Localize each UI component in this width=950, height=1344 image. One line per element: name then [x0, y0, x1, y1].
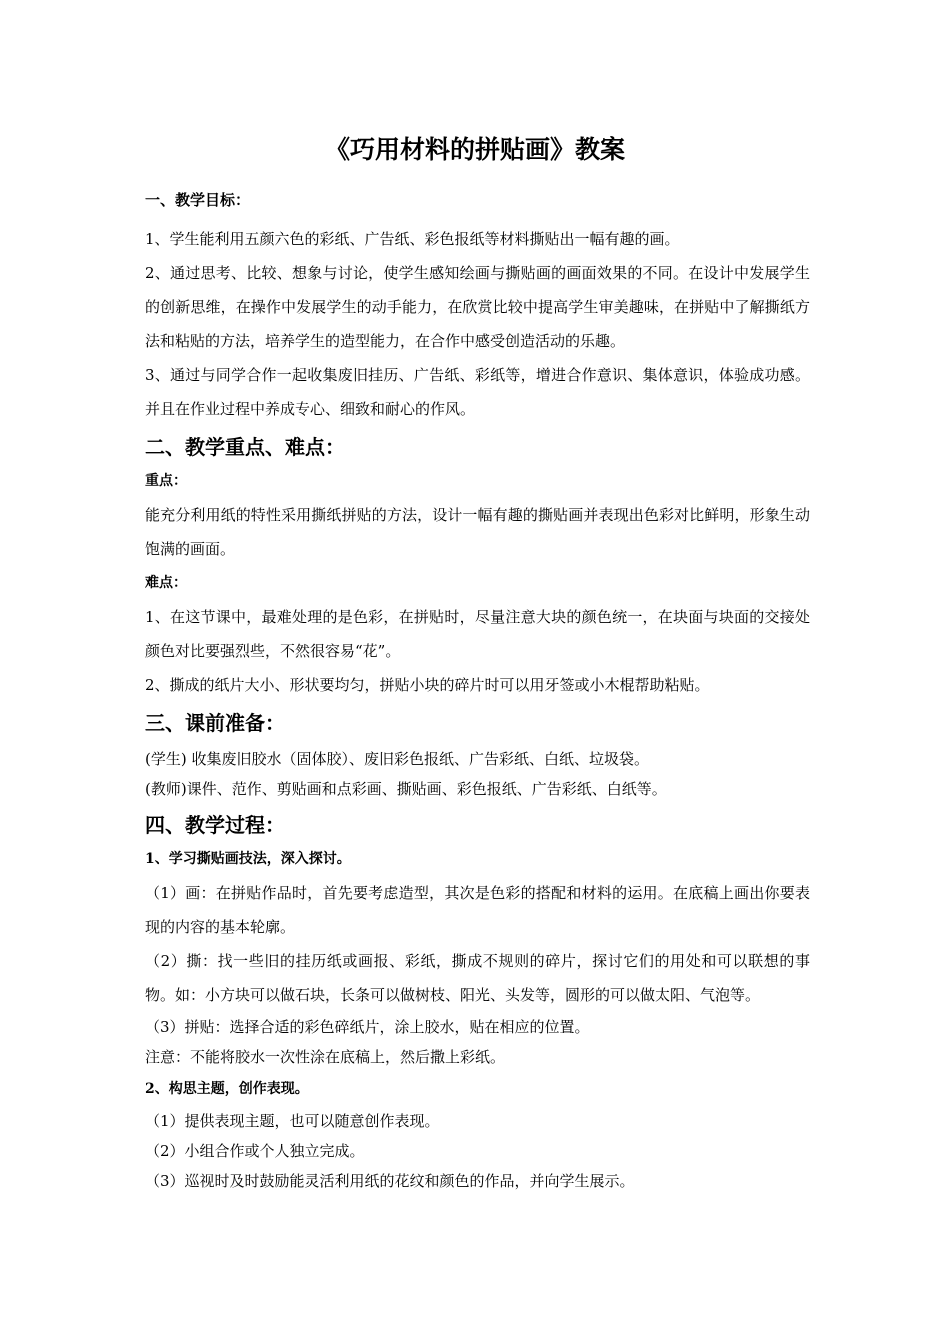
objective-3: 3、通过与同学合作一起收集废旧挂历、广告纸、彩纸等，增进合作意识、集体意识，体验成功感。并且在作业过程中养成专心、细致和耐心的作风。 [145, 366, 810, 418]
key-point-text: 能充分利用纸的特性采用撕纸拼贴的方法，设计一幅有趣的撕贴画并表现出色彩对比鲜明，形象生动饱满的画面。 [145, 506, 810, 558]
section-teaching-process-heading: 四、教学过程： [145, 813, 285, 837]
document-body [145, 188, 810, 1196]
preparation-teacher: (教师)课件、范作、剪贴画和点彩画、撕贴画、彩色报纸、广告彩纸、白纸等。 [145, 780, 667, 798]
process-part-2-step-2: （2）小组合作或个人独立完成。 [145, 1142, 365, 1160]
document-title: 《巧用材料的拼贴画》教案 [324, 135, 625, 164]
process-part-1-step-3: （3）拼贴：选择合适的彩色碎纸片，涂上胶水，贴在相应的位置。 [145, 1018, 590, 1036]
difficult-point-2: 2、撕成的纸片大小、形状要均匀，拼贴小块的碎片时可以用牙签或小木棍帮助粘贴。 [145, 676, 710, 694]
difficult-point-label: 难点： [145, 575, 187, 591]
process-part-2-label: 2、构思主题，创作表现。 [145, 1081, 309, 1097]
section-teaching-objectives-heading: 一、教学目标： [145, 191, 251, 209]
objective-1: 1、学生能利用五颜六色的彩纸、广告纸、彩色报纸等材料撕贴出一幅有趣的画。 [145, 230, 680, 248]
process-part-1-step-1: （1）画：在拼贴作品时，首先要考虑造型，其次是色彩的搭配和材料的运用。在底稿上画出你要表现的内容的基本轮廓。 [145, 884, 810, 936]
section-key-difficult-points-heading: 二、教学重点、难点： [145, 435, 345, 459]
process-part-2-step-1: （1）提供表现主题，也可以随意创作表现。 [145, 1112, 440, 1130]
preparation-student: (学生) 收集废旧胶水（固体胶）、废旧彩色报纸、广告彩纸、白纸、垃圾袋。 [145, 750, 649, 768]
process-part-1-label: 1、学习撕贴画技法，深入探讨。 [145, 851, 351, 867]
key-point-label: 重点： [145, 473, 187, 489]
process-part-2-step-3: （3）巡视时及时鼓励能灵活利用纸的花纹和颜色的作品，并向学生展示。 [145, 1172, 635, 1190]
difficult-point-1: 1、在这节课中，最难处理的是色彩，在拼贴时，尽量注意大块的颜色统一，在块面与块面的交接处颜色对比要强烈些，不然很容易“花”。 [145, 608, 810, 660]
process-part-1-step-2: （2）撕：找一些旧的挂历纸或画报、彩纸，撕成不规则的碎片，探讨它们的用处和可以联想的事物。如：小方块可以做石块，长条可以做树枝、阳光、头发等，圆形的可以做太阳、气泡等。 [145, 952, 810, 1004]
objective-2: 2、通过思考、比较、想象与讨论，使学生感知绘画与撕贴画的画面效果的不同。在设计中发展学生的创新思维，在操作中发展学生的动手能力，在欣赏比较中提高学生审美趣味，在拼贴中了解撕纸方法和粘贴的方法，培养学生的造型能力，在合作中感受创造活动的乐趣。 [145, 264, 810, 350]
section-preparation-heading: 三、课前准备： [145, 711, 285, 735]
process-part-1-note: 注意：不能将胶水一次性涂在底稿上，然后撒上彩纸。 [145, 1048, 506, 1066]
